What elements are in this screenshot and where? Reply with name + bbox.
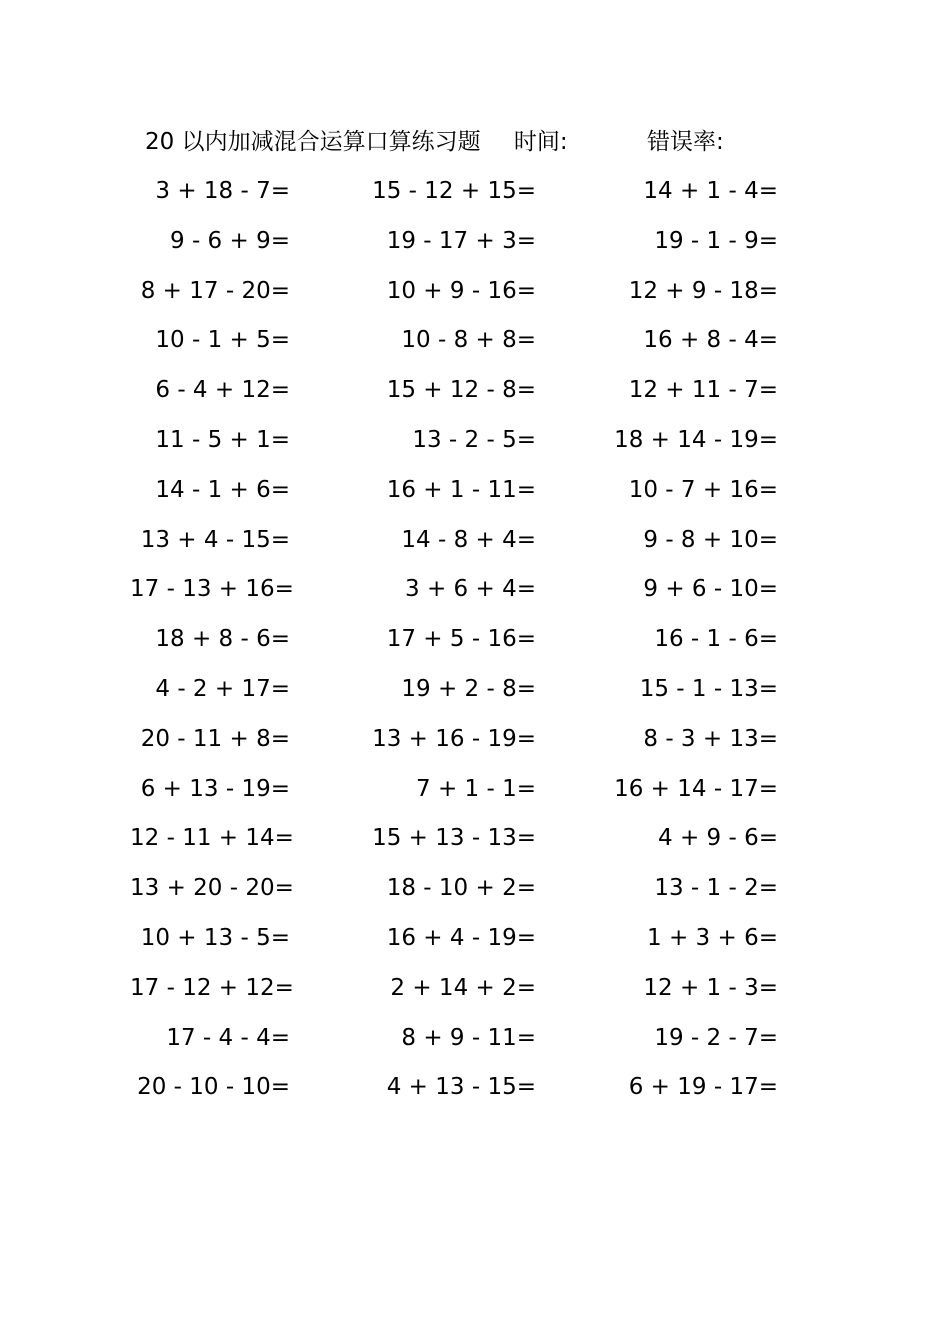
problem-item: 8 - 3 + 13= [643,725,778,752]
problem-item: 13 - 2 - 5= [412,426,536,453]
problem-item: 16 + 8 - 4= [643,327,778,354]
problem-item: 19 + 2 - 8= [401,675,536,702]
problem-item: 20 - 10 - 10= [137,1074,290,1101]
problem-item: 8 + 17 - 20= [140,277,290,304]
problem-item: 7 + 1 - 1= [416,775,536,802]
problem-item: 17 + 5 - 16= [386,626,536,653]
problem-item: 10 + 9 - 16= [386,277,536,304]
problem-item: 16 + 4 - 19= [386,924,536,951]
problem-item: 12 + 1 - 3= [643,974,778,1001]
problem-item: 9 + 6 - 10= [643,576,778,603]
problem-item: 14 - 1 + 6= [155,476,290,503]
problem-item: 13 + 4 - 15= [140,526,290,553]
problem-item: 17 - 13 + 16= [130,576,294,603]
problem-item: 10 - 7 + 16= [628,476,778,503]
problem-item: 16 - 1 - 6= [654,626,778,653]
problem-item: 19 - 17 + 3= [386,227,536,254]
problem-item: 19 - 2 - 7= [654,1024,778,1051]
problem-item: 16 + 14 - 17= [614,775,778,802]
problem-item: 18 - 10 + 2= [386,875,536,902]
problem-item: 4 + 13 - 15= [386,1074,536,1101]
problem-item: 18 + 8 - 6= [155,626,290,653]
problem-item: 13 - 1 - 2= [654,875,778,902]
problem-item: 1 + 3 + 6= [647,924,778,951]
problem-item: 6 - 4 + 12= [155,377,290,404]
problem-item: 17 - 12 + 12= [130,974,294,1001]
problem-item: 10 - 8 + 8= [401,327,536,354]
problem-item: 19 - 1 - 9= [654,227,778,254]
problem-item: 16 + 1 - 11= [386,476,536,503]
problem-item: 20 - 11 + 8= [140,725,290,752]
problem-item: 17 - 4 - 4= [166,1024,290,1051]
problem-item: 15 - 1 - 13= [639,675,778,702]
problem-item: 12 + 11 - 7= [628,377,778,404]
problem-item: 13 + 20 - 20= [130,875,294,902]
problem-item: 4 + 9 - 6= [658,825,778,852]
problem-item: 9 - 6 + 9= [170,227,290,254]
problem-item: 6 + 13 - 19= [140,775,290,802]
problem-item: 13 + 16 - 19= [372,725,536,752]
problem-item: 6 + 19 - 17= [628,1074,778,1101]
problem-item: 18 + 14 - 19= [614,426,778,453]
problem-item: 14 - 8 + 4= [401,526,536,553]
problem-item: 10 + 13 - 5= [140,924,290,951]
problem-item: 12 + 9 - 18= [628,277,778,304]
worksheet-header [145,124,724,160]
problem-item: 11 - 5 + 1= [155,426,290,453]
worksheet-title: 20 以内加减混合运算口算练习题 [145,129,481,155]
problem-item: 15 + 12 - 8= [386,377,536,404]
error-rate-label: 错误率: [646,129,724,155]
problem-item: 15 - 12 + 15= [372,178,536,204]
problem-item: 8 + 9 - 11= [401,1024,536,1051]
problem-item: 4 - 2 + 17= [155,675,290,702]
problem-item: 12 - 11 + 14= [130,825,294,852]
problem-item: 10 - 1 + 5= [155,327,290,354]
problem-item: 2 + 14 + 2= [390,974,536,1001]
problem-item: 3 + 6 + 4= [405,576,536,603]
problem-item: 3 + 18 - 7= [155,178,290,204]
problem-item: 15 + 13 - 13= [372,825,536,852]
time-label: 时间: [513,129,568,155]
problem-item: 14 + 1 - 4= [643,178,778,204]
problem-item: 9 - 8 + 10= [643,526,778,553]
